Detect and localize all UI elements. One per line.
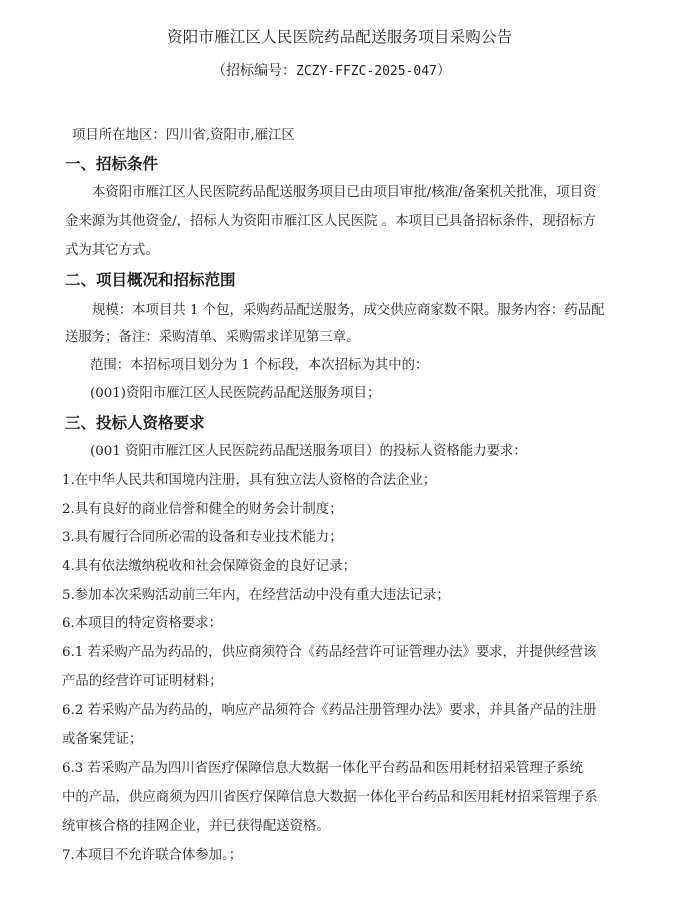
qualification-item: 产品的经营许可证明材料； [62, 674, 223, 689]
section-heading-project-overview: 二、项目概况和招标范围 [65, 271, 236, 289]
section-heading-bid-conditions: 一、招标条件 [65, 155, 159, 173]
qualification-item: 6.2 若采购产品为药品的，响应产品须符合《药品注册管理办法》要求，并具备产品的注册 [62, 703, 597, 718]
qualification-item: 1.在中华人民共和国境内注册，具有独立法人资格的合法企业； [62, 473, 437, 488]
section2-line: 送服务；备注：采购清单、采购需求详见第三章。 [65, 330, 360, 345]
bid-number-suffix: ） [436, 63, 451, 79]
document-title: 资阳市雁江区人民医院药品配送服务项目采购公告 [167, 28, 513, 46]
qualification-item: 7.本项目不允许联合体参加。； [62, 848, 243, 863]
section2-line: 规模：本项目共 1 个包，采购药品配送服务，成交供应商家数不限。服务内容：药品配 [92, 303, 605, 318]
section1-line: 金来源为其他资金/，招标人为资阳市雁江区人民医院 。本项目已具备招标条件，现招标方 [65, 214, 596, 229]
section2-line: 范围：本招标项目划分为 1 个标段，本次招标为其中的： [90, 358, 429, 373]
bid-number-prefix: （招标编号： [212, 63, 296, 79]
qualification-item: 或备案凭证； [62, 732, 143, 747]
qualification-item: 5.参加本次采购活动前三年内，在经营活动中没有重大违法记录； [62, 588, 450, 603]
section1-line: 本资阳市雁江区人民医院药品配送服务项目已由项目审批/核准/备案机关批准，项目资 [92, 185, 597, 200]
qualification-item: 2.具有良好的商业信誉和健全的财务会计制度； [62, 502, 343, 517]
bid-number-value: ZCZY-FFZC-2025-047 [296, 64, 437, 79]
section-heading-bidder-qualifications: 三、投标人资格要求 [65, 414, 205, 432]
bid-number [212, 62, 451, 81]
qualification-item: 6.本项目的特定资格要求： [62, 616, 223, 631]
qualification-item: 统审核合格的挂网企业，并已获得配送资格。 [62, 819, 330, 834]
section1-line: 式为其它方式。 [65, 243, 159, 258]
qualification-item: 中的产品，供应商须为四川省医疗保障信息大数据一体化平台药品和医用耗材招采管理子系 [62, 790, 598, 805]
qualification-item: 4.具有依法缴纳税收和社会保障资金的良好记录； [62, 559, 356, 574]
qualification-item: 6.3 若采购产品为四川省医疗保障信息大数据一体化平台药品和医用耗材招采管理子系统 [62, 761, 584, 776]
qualification-item: 6.1 若采购产品为药品的，供应商须符合《药品经营许可证管理办法》要求，并提供经营该 [62, 645, 597, 660]
section2-line: (001)资阳市雁江区人民医院药品配送服务项目； [90, 386, 381, 401]
qualification-item: 3.具有履行合同所必需的设备和专业技术能力； [62, 530, 343, 545]
project-location: 项目所在地区：四川省,资阳市,雁江区 [72, 128, 295, 143]
section3-line: (001 资阳市雁江区人民医院药品配送服务项目）的投标人资格能力要求： [90, 444, 527, 459]
